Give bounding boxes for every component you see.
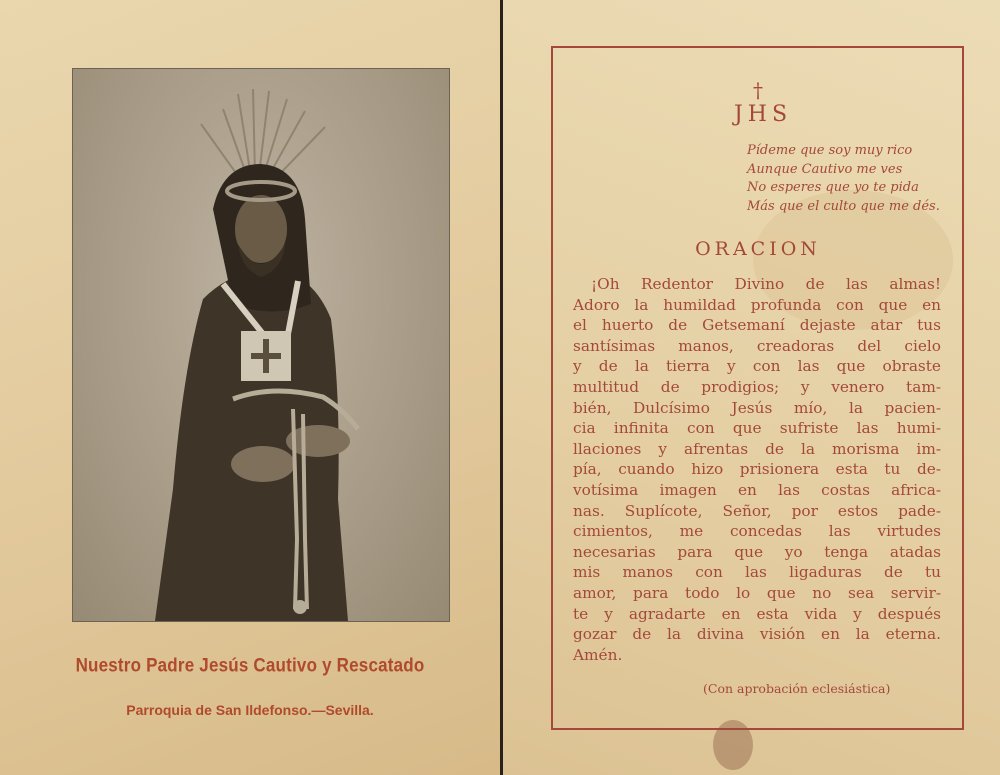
back-card: [503, 0, 1000, 775]
verse-line: No esperes que yo te pida: [747, 180, 919, 195]
prayer-title: ORACION: [695, 238, 821, 260]
prayer-line: nas. Suplícote, Señor, por estos pade-: [573, 501, 941, 520]
jhs-monogram: JHS: [733, 102, 793, 127]
prayer-line: mis manos con las ligaduras de tu: [573, 563, 941, 582]
prayer-line: ¡Oh Redentor Divino de las almas!: [591, 275, 941, 293]
prayer-line: necesarias para que yo tenga atadas: [573, 542, 941, 561]
prayer-line: amor, para todo lo que no sea servir-: [573, 583, 941, 602]
prayer-line: llaciones y afrentas de la morisma im-: [573, 439, 941, 458]
front-subtitle: Parroquia de San Ildefonso.—Sevilla.: [126, 702, 374, 718]
front-title: Nuestro Padre Jesús Cautivo y Rescatado: [75, 654, 425, 677]
prayer-line: votísima imagen en las costas africa-: [573, 480, 941, 499]
prayer-line: el huerto de Getsemaní dejaste atar tus: [573, 316, 941, 335]
prayer-line: santísimas manos, creadoras del cielo: [573, 336, 941, 355]
prayer-line: multitud de prodigios; y venero tam-: [573, 377, 941, 396]
devotional-photo: [72, 68, 450, 622]
prayer-line: cimientos, me concedas las virtudes: [573, 522, 941, 541]
verse: [747, 142, 940, 216]
verse-line: Más que el culto que me dés.: [747, 198, 940, 214]
prayer-line: y de la tierra y con las que obraste: [573, 357, 941, 376]
cross-icon: †: [753, 78, 763, 102]
ecclesiastical-approval: (Con aprobación eclesiástica): [703, 681, 891, 696]
jesus-cautivo-figure: [73, 69, 449, 621]
prayer-line: Amén.: [573, 645, 623, 664]
prayer-line: bién, Dulcísimo Jesús mío, la pacien-: [573, 398, 941, 417]
prayer-line: te y agradarte en esta vida y después: [573, 604, 941, 623]
prayer-line: gozar de la divina visión en la eterna.: [573, 625, 941, 644]
verse-line: Aunque Cautivo me ves: [747, 161, 903, 177]
prayer-line: Adoro la humildad profunda con que en: [573, 295, 941, 314]
verse-line: Pídeme que soy muy rico: [747, 143, 913, 158]
prayer-text: [573, 274, 941, 665]
prayer-line: cia infinita con que sufriste las humi-: [573, 419, 941, 438]
prayer-line: pía, cuando hizo prisionera esta tu de-: [573, 460, 941, 479]
